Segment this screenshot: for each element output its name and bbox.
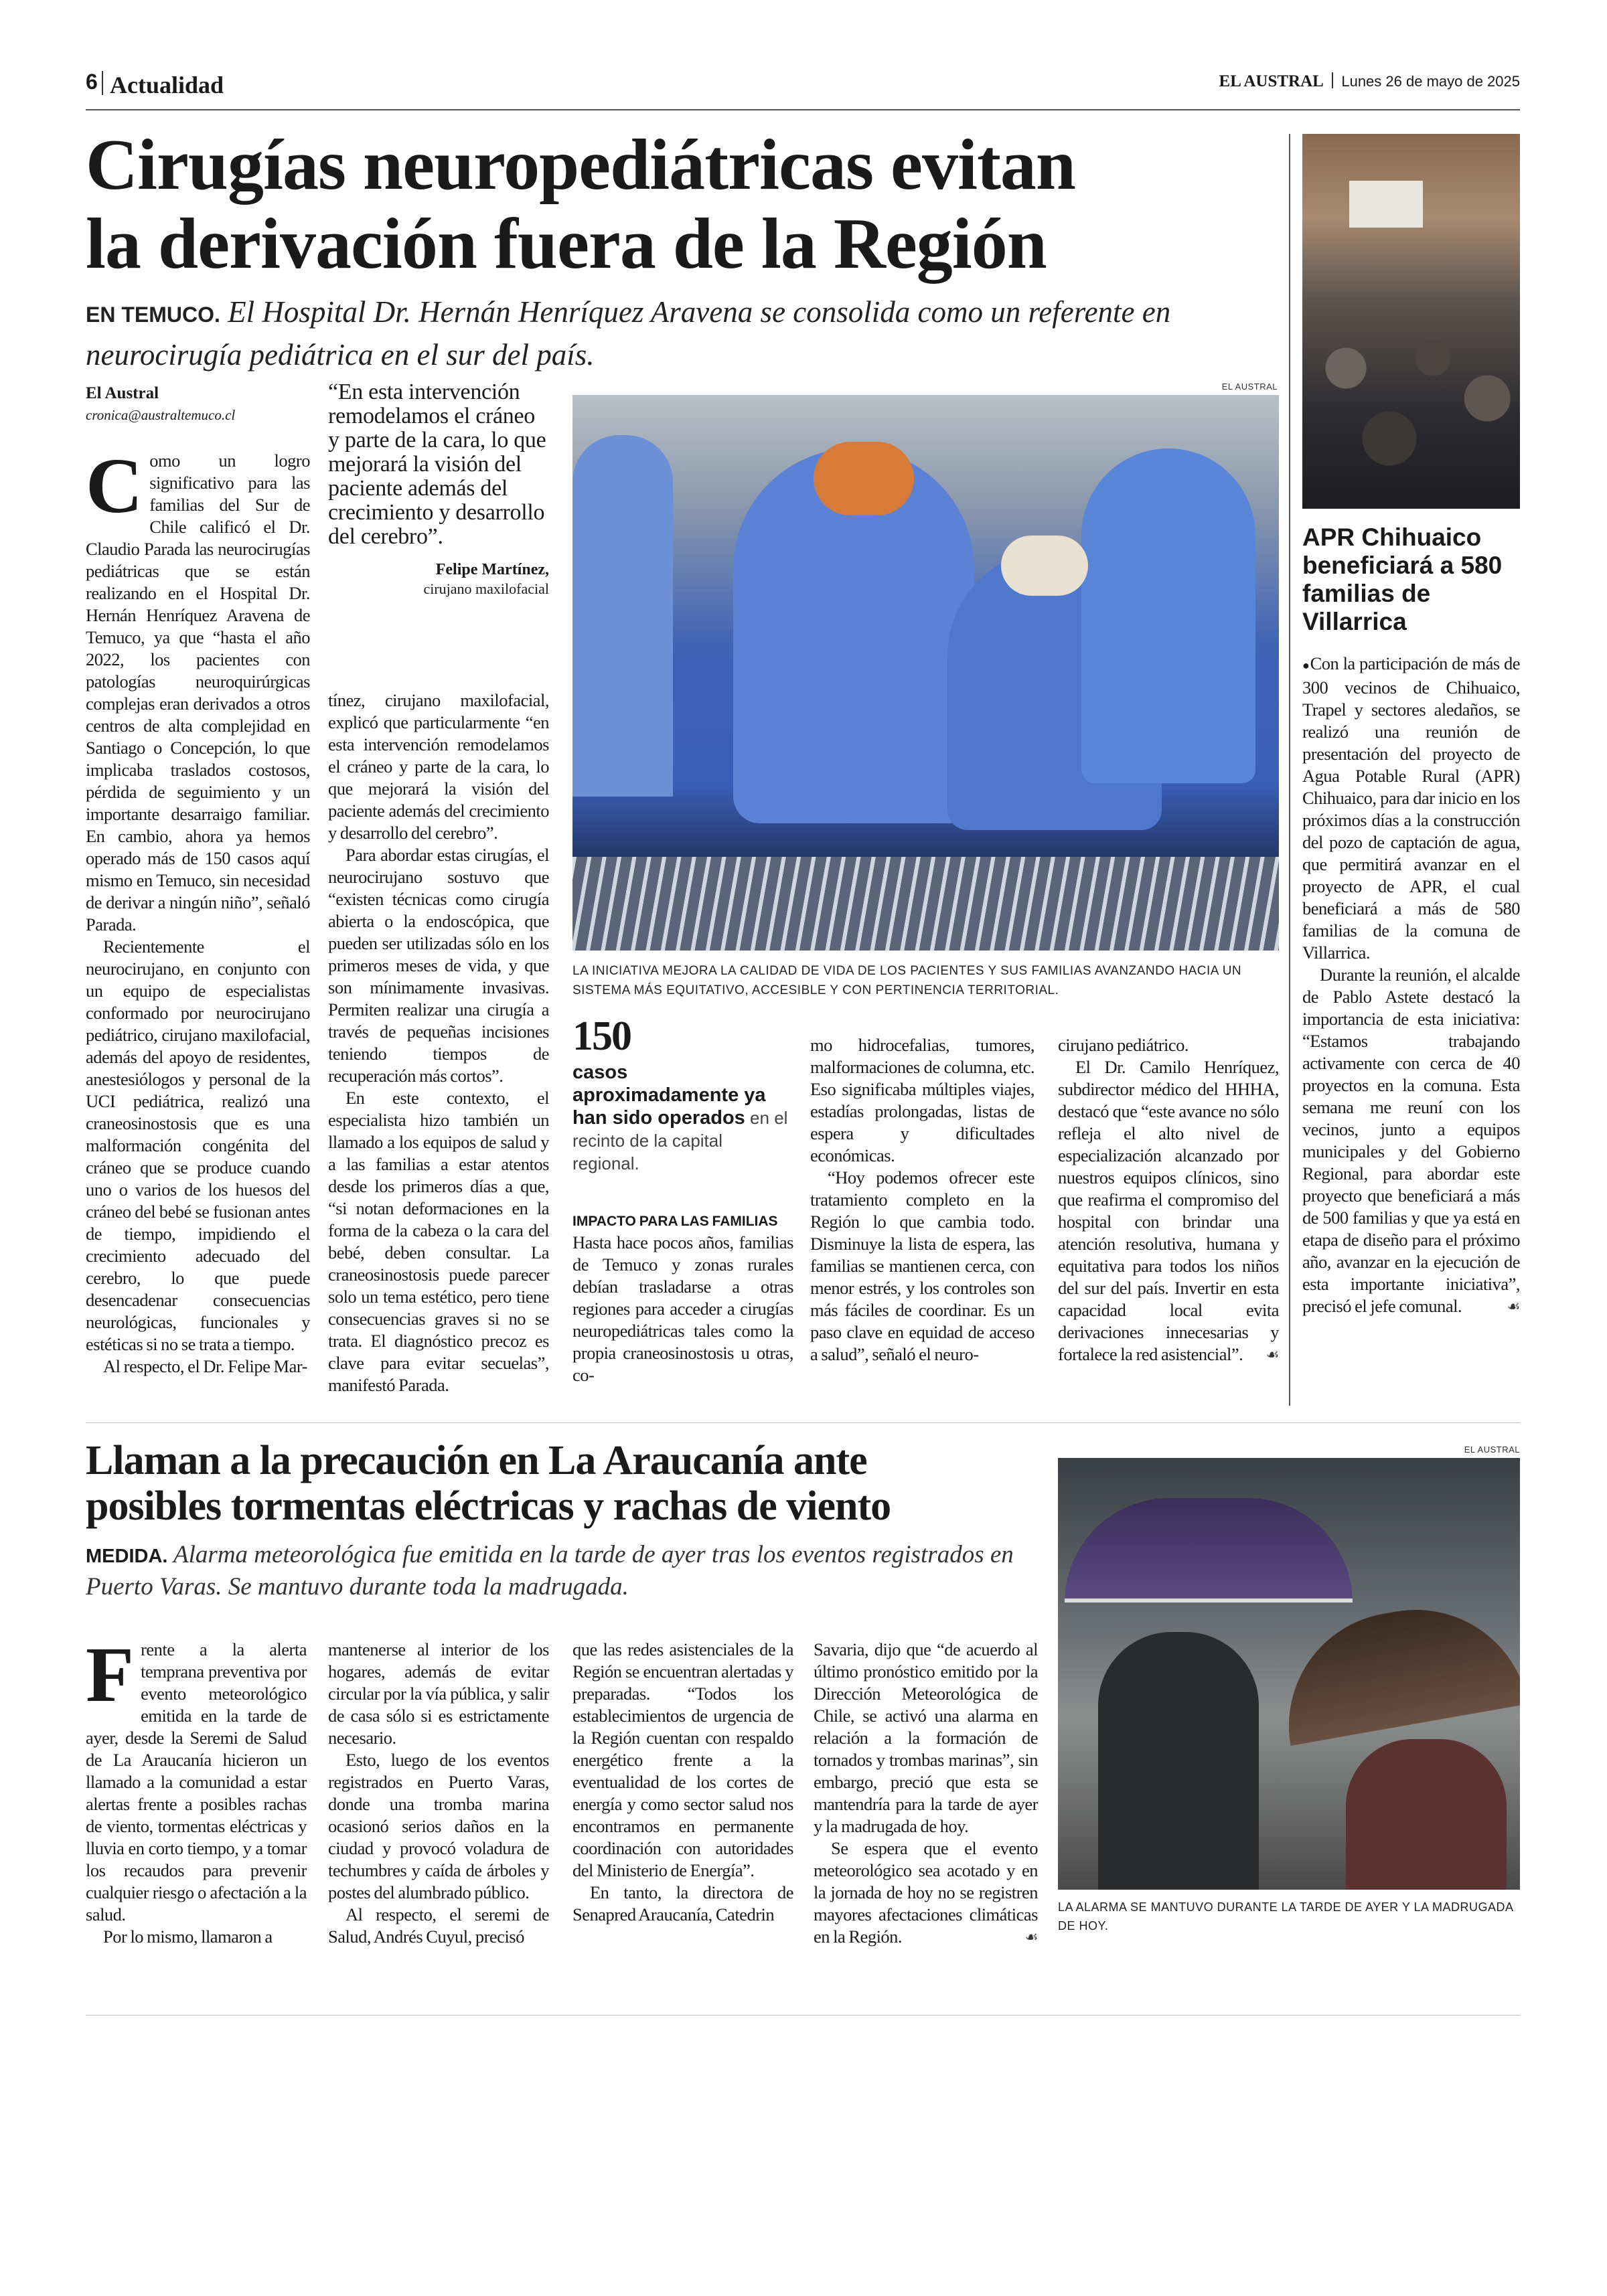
headline-line: Cirugías neuropediátricas evitan — [86, 125, 1075, 205]
factbox — [572, 1014, 793, 1175]
paragraph: Recientemente el neurocirujano, en conjunto con un equipo de especialistas conformado por neurocirujano pediátrico, cirujano maxilofacial, además del apoyo de residentes, anestesiólogos y personal de la UCI pediátrica, realizó una craneosinostosis que es una malformación congénita del cráneo que se produce cuando uno o varios de los huesos del cráneo del bebé se fusionan antes de tiempo, impidiendo el crecimiento adecuado del cerebro, lo que puede desencadenar consecuencias neurológicas, funcionales y estéticas si no se trata a tiempo. — [86, 936, 310, 1354]
article1-column-2 — [328, 689, 549, 1396]
paragraph: Al respecto, el seremi de Salud, Andrés Cuyul, precisó — [328, 1904, 549, 1947]
headline-line: posibles tormentas eléctricas y rachas de viento — [86, 1483, 891, 1529]
surgeon-figure — [572, 435, 673, 797]
projection-screen — [1349, 181, 1423, 228]
kicker: MEDIDA. — [86, 1546, 168, 1567]
article2-column-2 — [328, 1639, 549, 1948]
article1-column-3 — [572, 1212, 793, 1386]
footer-rule — [86, 2015, 1520, 2016]
pull-quote — [328, 380, 549, 598]
umbrella — [1065, 1498, 1353, 1603]
quote-author: Felipe Martínez, — [435, 561, 549, 578]
paragraph: Frente a la alerta temprana preventiva por evento meteorológico emitida en la tarde de ayer, desde la Seremi de Salud de La Araucanía hicieron un llamado a la comunidad a estar alertas frente a posibles rachas de viento, tormentas eléctricas y lluvia en corto tiempo, y a tomar los recaudos para prevenir cualquier riesgo o afectación a la salud. — [86, 1631, 307, 1924]
masthead-date — [1219, 72, 1520, 91]
quote-text: “En esta intervención remodelamos el cráneo y parte de la cara, lo que mejorará la visión del paciente además del crecimiento y desarrollo del cerebro”. — [328, 380, 546, 549]
photo-caption: LA INICIATIVA MEJORA LA CALIDAD DE VIDA DE LOS PACIENTES Y SUS FAMILIAS AVANZANDO HACIA UN SISTEMA MÁS EQUITATIVO, ACCESIBLE Y CON PERTINENCIA TERRITORIAL. — [572, 964, 1242, 997]
bullet-icon: ● — [1302, 659, 1310, 672]
drop-cap: C — [86, 442, 143, 529]
umbrella — [1271, 1592, 1520, 1746]
quote-role: cirujano maxilofacial — [423, 580, 549, 597]
paragraph: Savaria, dijo que “de acuerdo al último pronóstico emitido por la Dirección Meteorológica de Chile, se activó una alarma en relación a la formación de tornados y trombas marinas”, sin embargo, preció que esta se mantendría para la tarde de ayer y la madrugada de hoy. — [814, 1639, 1038, 1836]
sidebar-headline: APR Chihuaico beneficiará a 580 familias de Villarrica — [1302, 523, 1503, 635]
article2-headline — [86, 1438, 1043, 1529]
drop-cap: F — [86, 1631, 135, 1718]
end-mark-icon: ☙ — [1024, 1929, 1038, 1945]
article1-column-1 — [86, 442, 310, 1378]
article2-subtitle — [86, 1540, 1037, 1603]
person-figure — [1346, 1739, 1507, 1890]
article2-column-4 — [814, 1639, 1038, 1948]
date-divider — [1332, 72, 1333, 88]
subtitle-text: El Hospital Dr. Hernán Henríquez Aravena se consolida como un referente en neurocirugía pediátrica en el sur del país. — [86, 295, 1171, 372]
paragraph: Por lo mismo, llamaron a — [103, 1926, 273, 1947]
surgeon-figure — [1081, 448, 1255, 783]
section-name: Actualidad — [110, 72, 224, 98]
instrument-tray — [572, 857, 1279, 951]
paragraph: tínez, cirujano maxilofacial, explicó que particularmente “en esta intervención remodelamos el cráneo y parte de la cara, lo que mejorará la visión del paciente además del crecimiento y desarrollo del cerebro”. — [328, 690, 549, 843]
byline — [86, 384, 307, 424]
paragraph: mantenerse al interior de los hogares, además de evitar circular por la vía pública, y salir de casa sólo si es estrictamente necesario. — [328, 1639, 549, 1748]
person-figure — [1098, 1632, 1259, 1890]
paragraph: Hasta hace pocos años, familias de Temuco y zonas rurales debían trasladarse a otras regiones para acceder a cirugías neuropediátricas tales como la propia craneosinostosis u otras, co- — [572, 1232, 793, 1385]
section-divider — [86, 1422, 1520, 1423]
article2-column-1 — [86, 1631, 307, 1948]
article1-column-5 — [1058, 1034, 1279, 1366]
article1-column-4 — [810, 1034, 1035, 1366]
paragraph: cirujano pediátrico. — [1058, 1035, 1189, 1055]
paragraph: ●Con la participación de más de 300 vecinos de Chihuaico, Trapel y sectores aledaños, se realizó una reunión de presentación del proyecto de Agua Potable Rural (APR) Chihuaico, para dar inicio en los próximos días a la construcción del pozo de captación de agua, que permitirá avanzar en el proyecto de APR, el cual beneficiará a más de 580 familias de la comuna de Villarrica. — [1302, 653, 1521, 963]
author-email: cronica@australtemuco.cl — [86, 407, 236, 423]
headline-line: la derivación fuera de la Región — [86, 204, 1047, 284]
surgical-cap — [814, 442, 914, 515]
header-divider — [102, 71, 103, 95]
paragraph: El Dr. Camilo Henríquez, subdirector médico del HHHA, destacó que “este avance no sólo refleja el alto nivel de especialización alcanzado por nuestros equipos clínicos, sino que reafirma el compromiso del hospital con brindar una atención resolutiva, humana y equitativa para todos los niños del sur del país. Invertir en esta capacidad local evita derivaciones innecesarias y fortalece la red asistencial”. ☙ — [1058, 1057, 1279, 1364]
factbox-bold: casos aproximadamente ya han sido operados — [572, 1062, 766, 1129]
surgery-photo — [572, 395, 1279, 951]
paragraph: En tanto, la directora de Senapred Araucanía, Catedrin — [572, 1882, 793, 1924]
paragraph: mo hidrocefalias, tumores, malformaciones de columna, etc. Eso significaba múltiples viajes, estadías prolongadas, listas de espera y dificultades económicas. — [810, 1035, 1035, 1165]
headline-line: Llaman a la precaución en La Araucanía ante — [86, 1438, 867, 1483]
paragraph: En este contexto, el especialista hizo también un llamado a los equipos de salud y a las familias a estar atentos desde los primeros días a que, “si notan deformaciones en la forma de la cabeza o la cara del bebé, deben consultar. La craneosinostosis puede parecer solo un tema estético, pero tiene consecuencias graves si no se trata. El diagnóstico precoz es clave para evitar secuelas”, manifestó Parada. — [328, 1088, 549, 1395]
newspaper-name: EL AUSTRAL — [1219, 72, 1324, 90]
paragraph: Para abordar estas cirugías, el neurocirujano sostuvo que “existen técnicas como cirugía abierta o la endoscópica, que pueden ser utilizadas sólo en los primeros meses de vida, y que son mínimamente invasivas. Permiten realizar una cirugía a través de pequeñas incisiones teniendo tiempos de recuperación más cortos”. — [328, 845, 549, 1086]
article1-headline — [86, 126, 1278, 284]
paragraph: “Hoy podemos ofrecer este tratamiento completo en la Región lo que cambia todo. Disminuye la lista de espera, las familias se mantienen cerca, con menor estrés, y los controles son más fáciles de coordinar. Es un paso clave en equidad de acceso a salud”, señaló el neuro- — [810, 1167, 1035, 1364]
end-mark-icon: ☙ — [1507, 1298, 1520, 1315]
audience — [1302, 308, 1520, 509]
author: El Austral — [86, 384, 159, 402]
factbox-light: en el recinto de la capital regional. — [572, 1108, 788, 1173]
subtitle-text: Alarma meteorológica fue emitida en la tarde de ayer tras los eventos registrados en Puerto Varas. Se mantuvo durante toda la madrugada. — [86, 1541, 1014, 1601]
paragraph: Al respecto, el Dr. Felipe Mar- — [103, 1356, 307, 1376]
issue-date: Lunes 26 de mayo de 2025 — [1341, 73, 1520, 90]
paragraph: que las redes asistenciales de la Región se encuentran alertadas y preparadas. “Todos los establecimientos de urgencia de la Región cuentan con respaldo energético frente a la eventualidad de los cortes de energía y como sector salud nos encontramos en permanente coordinación con autoridades del Ministerio de Energía”. — [572, 1639, 793, 1880]
subhead: IMPACTO PARA LAS FAMILIAS — [572, 1214, 778, 1229]
surgical-cap — [1001, 536, 1088, 596]
umbrella-photo — [1058, 1458, 1520, 1890]
article1-subtitle — [86, 292, 1278, 375]
paragraph: Durante la reunión, el alcalde de Pablo Astete destacó la importancia de esta iniciativa: “Estamos trabajando activamente con cerca de 40 proyectos en la comuna. Esta semana me reuní con los vecinos, junto a equipos municipales y del Gobierno Regional, para abordar este proyecto que beneficiará a más de 500 familias y que ya está en etapa de diseño para el próximo año, avanzar en la ejecución de esta importante iniciativa”, precisó el jefe comunal. ☙ — [1302, 965, 1520, 1316]
factbox-number: 150 — [572, 1013, 631, 1059]
header-rule — [86, 109, 1520, 110]
sidebar-divider — [1289, 134, 1290, 1406]
photo-credit: EL AUSTRAL — [1464, 1445, 1520, 1455]
end-mark-icon: ☙ — [1266, 1346, 1279, 1363]
paragraph: Esto, luego de los eventos registrados en Puerto Varas, donde una tromba marina ocasionó serios daños en la ciudad y provocó voladura de techumbres y caída de árboles y postes del alumbrado público. — [328, 1750, 549, 1902]
page-number: 6 — [86, 70, 98, 94]
paragraph: Se espera que el evento meteorológico sea acotado y en la jornada de hoy no se registren mayores afectaciones climáticas en la Región. ☙ — [814, 1838, 1038, 1947]
meeting-photo — [1302, 134, 1520, 509]
photo-caption: LA ALARMA SE MANTUVO DURANTE LA TARDE DE AYER Y LA MADRUGADA DE HOY. — [1058, 1900, 1513, 1933]
sidebar-body — [1302, 653, 1520, 1317]
photo-credit: EL AUSTRAL — [1221, 382, 1278, 392]
page-header — [86, 67, 1520, 107]
paragraph: Como un logro significativo para las familias del Sur de Chile calificó el Dr. Claudio Parada las neurocirugías pediátricas que se están realizando en el Hospital Dr. Hernán Henríquez Aravena de Temuco, ya que “hasta el año 2022, los pacientes con patologías neuroquirúrgicas complejas eran derivados a otros centros de alta complejidad en Santiago o Concepción, lo que implicaba traslados costosos, pérdida de seguimiento y un importante desarraigo familiar. En cambio, ahora ya hemos operado más de 150 casos aquí mismo en Temuco, sin necesidad de derivar a ningún niño”, señaló Parada. — [86, 442, 310, 934]
article2-column-3 — [572, 1639, 793, 1926]
kicker: EN TEMUCO. — [86, 303, 220, 327]
